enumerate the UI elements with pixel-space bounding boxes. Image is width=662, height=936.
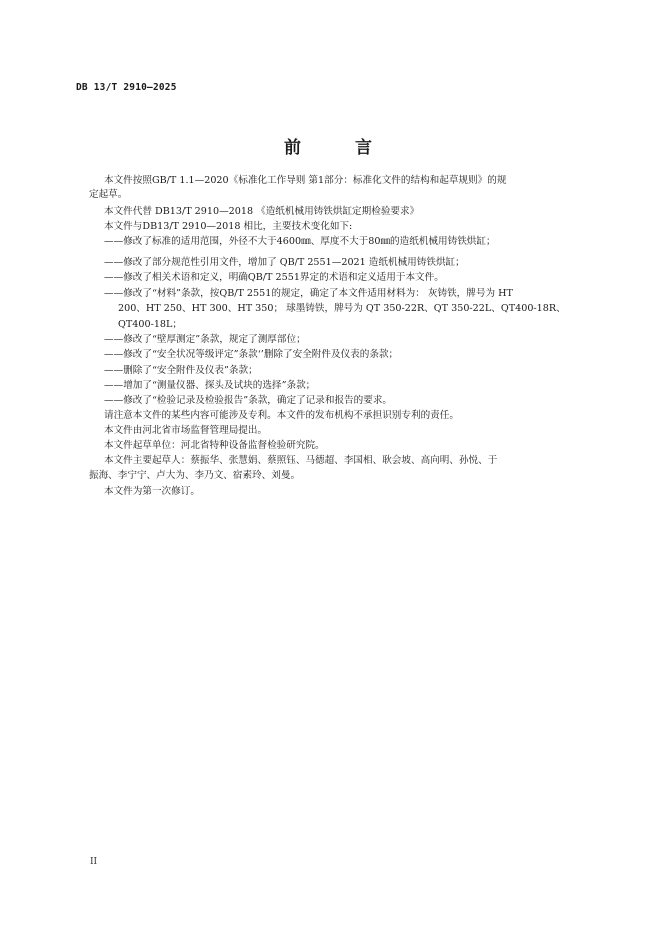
list-item: ——修改了“材料”条款，按QB/T 2551的规定，确定了本文件适用材料为： 灰铸铁，牌号为 HT [104,288,513,299]
paragraph-line: 本文件起草单位：河北省特种设备监督检验研究院。 [104,440,325,451]
list-item: ——修改了“壁厚测定”条款，规定了测厚部位； [104,334,306,345]
list-item: ——修改了“安全状况等级评定”条款‘’删除了安全附件及仪表的条款； [104,349,399,360]
list-item: ——修改了标准的适用范围，外径不大于4600㎜、厚度不大于80㎜的造纸机械用铸铁烘缸； [104,236,496,247]
paragraph-line: 本文件代替 DB13/T 2910—2018 《造纸机械用铸铁烘缸定期检验要求》 [104,206,420,217]
list-item-continuation: QT400-18L； [118,319,182,330]
paragraph-line: 本文件为第一次修订。 [104,486,200,497]
list-item: ——修改了“检验记录及检验报告”条款，确定了记录和报告的要求。 [104,395,393,406]
page-number: II [90,857,98,867]
paragraph-line: 振海、李宁宁、卢大为、李乃文、宿素玲、刘曼。 [89,470,301,481]
paragraph-line: 本文件由河北省市场监督管理局提出。 [104,425,268,436]
list-item: ——删除了“安全附件及仪表”条款； [104,365,258,376]
list-item: ——修改了部分规范性引用文件，增加了 QB/T 2551—2021 造纸机械用铸铁烘缸； [104,257,465,268]
list-item: ——修改了相关术语和定义，明确QB/T 2551界定的术语和定义适用于本文件。 [104,272,444,283]
paragraph-line: 本文件与DB13/T 2910—2018 相比，主要技术变化如下: [104,221,353,232]
page-title: 前 言 [284,138,396,158]
document-code: DB 13/T 2910—2025 [76,82,177,93]
paragraph-line: 请注意本文件的某些内容可能涉及专利。本文件的发布机构不承担识别专利的责任。 [104,410,459,421]
paragraph-line: 本文件主要起草人：蔡振华、张慧娟、蔡照钰、马德超、李国相、耿会坡、高向明、孙悦、于 [104,455,498,466]
paragraph-line: 定起草。 [89,189,128,200]
list-item: ——增加了“测量仪器、探头及试块的选择”条款； [104,380,316,391]
list-item-continuation: 200、HT 250、HT 300、HT 350； 球墨铸铁，牌号为 QT 350-22R、QT 350-22L、QT400-18R、 [118,303,566,314]
paragraph-line: 本文件按照GB/T 1.1—2020《标准化工作导则 第1部分：标准化文件的结构和起草规则》的规 [104,175,507,186]
